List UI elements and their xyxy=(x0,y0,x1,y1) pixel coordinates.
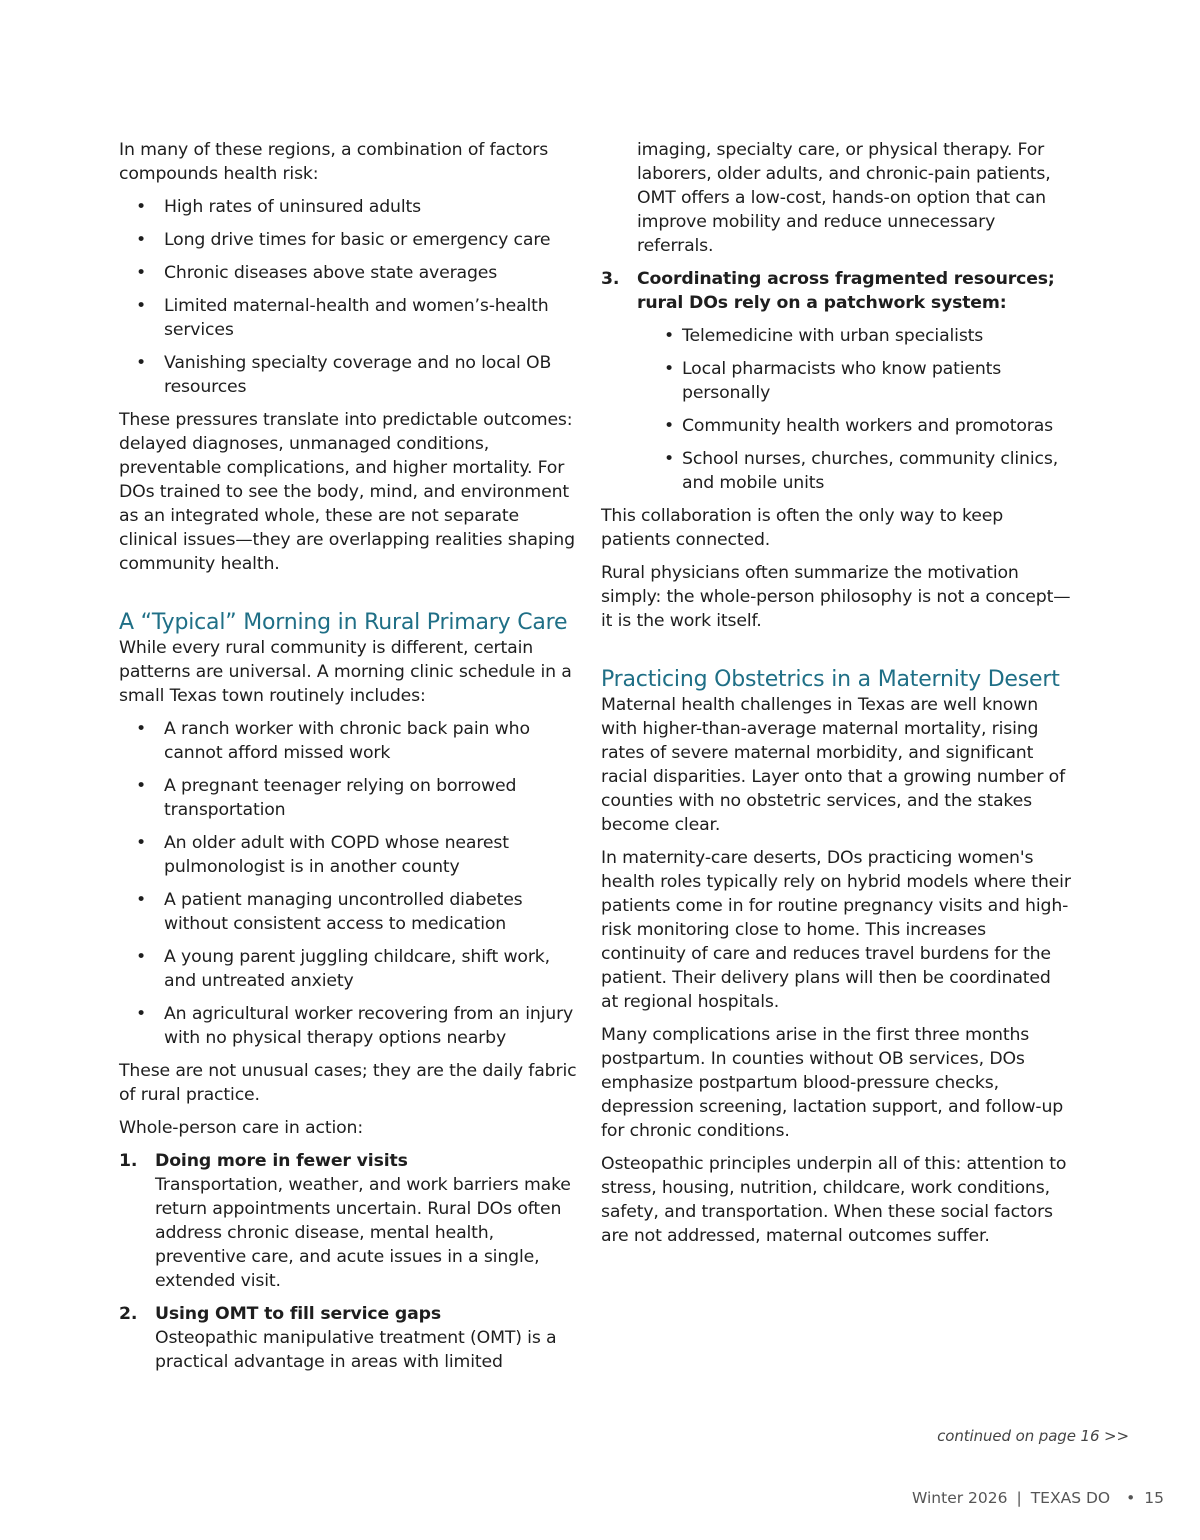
list-item: • Community health workers and promotoras xyxy=(601,414,1071,438)
list-item: • High rates of uninsured adults xyxy=(119,195,581,219)
numbered-item-2 xyxy=(119,1302,581,1374)
item-title: Using OMT to fill service gaps xyxy=(155,1304,441,1324)
pressures-paragraph: These pressures translate into predictable outcomes: delayed diagnoses, unmanaged conditions, preventable complications, and higher mortality. For DOs trained to see the body, mind, and environment as an integrated whole, these are not separate clinical issues—they are overlapping realities shaping community health. xyxy=(119,410,575,574)
intro-paragraph: In many of these regions, a combination of factors compounds health risk: xyxy=(119,140,549,184)
list-item: • Telemedicine with urban specialists xyxy=(601,324,1071,348)
section-heading-typical-morning: A “Typical” Morning in Rural Primary Care xyxy=(119,610,568,635)
morning-intro-paragraph: While every rural community is different, certain patterns are universal. A morning clinic schedule in a small Texas town routinely includes: xyxy=(119,638,572,706)
list-item: • A pregnant teenager relying on borrowed transportation xyxy=(119,774,581,822)
patient-list xyxy=(119,717,581,1050)
publication-name: TEXAS DO xyxy=(1030,1489,1111,1507)
risk-factor-list xyxy=(119,195,581,399)
list-item: • An agricultural worker recovering from an injury with no physical therapy options nearby xyxy=(119,1002,581,1050)
list-item: • School nurses, churches, community clinics, and mobile units xyxy=(601,447,1071,495)
list-item: • A young parent juggling childcare, shift work, and untreated anxiety xyxy=(119,945,581,993)
item-body: Transportation, weather, and work barriers make return appointments uncertain. Rural DOs often address chronic disease, mental health, preventive care, and acute issues in a single, extended visit. xyxy=(155,1175,571,1291)
footer-bullet: • xyxy=(1126,1489,1136,1507)
list-item: • Vanishing specialty coverage and no local OB resources xyxy=(119,351,581,399)
left-column xyxy=(119,138,581,1383)
list-item: • An older adult with COPD whose nearest pulmonologist is in another county xyxy=(119,831,581,879)
whole-person-paragraph: Whole-person care in action: xyxy=(119,1118,364,1138)
list-item: • Limited maternal-health and women’s-health services xyxy=(119,294,581,342)
right-column xyxy=(601,138,1071,1257)
maternal-paragraph-3: Many complications arise in the first three months postpartum. In counties without OB services, DOs emphasize postpartum blood-pressure checks, depression screening, lactation support, and follow-up for chronic conditions. xyxy=(601,1025,1064,1141)
section-heading-maternity-desert: Practicing Obstetrics in a Maternity Desert xyxy=(601,667,1060,692)
list-item: • Chronic diseases above state averages xyxy=(119,261,581,285)
item-title: Doing more in fewer visits xyxy=(155,1151,408,1171)
maternal-paragraph-4: Osteopathic principles underpin all of this: attention to stress, housing, nutrition, childcare, work conditions, safety, and transportation. When these social factors are not addressed, maternal outcomes suffer. xyxy=(601,1154,1067,1246)
list-item: • Local pharmacists who know patients personally xyxy=(601,357,1071,405)
footer-separator: | xyxy=(1016,1489,1022,1507)
issue-label: Winter 2026 xyxy=(912,1489,1008,1507)
list-item: • Long drive times for basic or emergency care xyxy=(119,228,581,252)
list-item: • A ranch worker with chronic back pain who cannot afford missed work xyxy=(119,717,581,765)
not-unusual-paragraph: These are not unusual cases; they are the daily fabric of rural practice. xyxy=(119,1061,577,1105)
item-body: Osteopathic manipulative treatment (OMT) is a practical advantage in areas with limited xyxy=(155,1328,557,1372)
continued-link[interactable]: continued on page 16 >> xyxy=(937,1427,1129,1445)
item-number: 1. xyxy=(119,1151,138,1171)
list-item: • A patient managing uncontrolled diabetes without consistent access to medication xyxy=(119,888,581,936)
item-2-continuation: imaging, specialty care, or physical therapy. For laborers, older adults, and chronic-pain patients, OMT offers a low-cost, hands-on option that can improve mobility and reduce unnecessary referrals. xyxy=(637,140,1051,256)
page-number: 15 xyxy=(1144,1489,1164,1507)
maternal-paragraph-1: Maternal health challenges in Texas are well known with higher-than-average maternal mortality, rising rates of severe maternal morbidity, and significant racial disparities. Layer onto that a growing number of counties with no obstetric services, and the stakes become clear. xyxy=(601,695,1065,835)
item-number: 3. xyxy=(601,269,620,289)
page-footer xyxy=(912,1489,1164,1507)
item-number: 2. xyxy=(119,1304,138,1324)
collaboration-paragraph: This collaboration is often the only way to keep patients connected. xyxy=(601,506,1004,550)
maternal-paragraph-2: In maternity-care deserts, DOs practicing women's health roles typically rely on hybrid models where their patients come in for routine pregnancy visits and high-risk monitoring close to home. This increases continuity of care and reduces travel burdens for the patient. Their delivery plans will then be coordinated at regional hospitals. xyxy=(601,848,1071,1012)
resource-list xyxy=(601,324,1071,495)
numbered-item-3 xyxy=(601,267,1071,315)
numbered-item-1 xyxy=(119,1149,581,1293)
item-title: Coordinating across fragmented resources; rural DOs rely on a patchwork system: xyxy=(637,269,1055,313)
motivation-paragraph: Rural physicians often summarize the motivation simply: the whole-person philosophy is not a concept—it is the work itself. xyxy=(601,563,1071,631)
